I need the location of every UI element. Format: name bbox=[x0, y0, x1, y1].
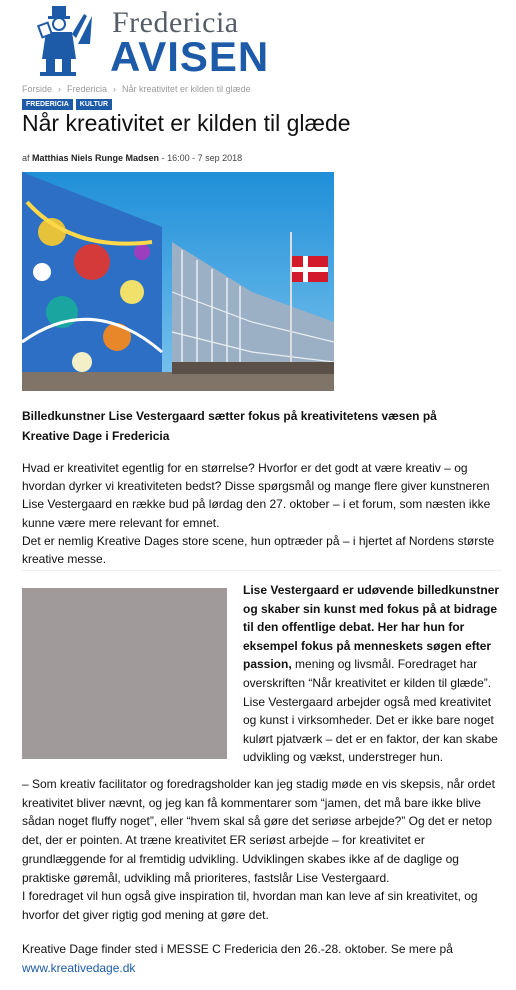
aside-paragraph: Lise Vestergaard arbejder også med kreativitet og kunst i virksomheder. Det er ikke bare noget kulørt pjatværk – det er en faktor, der kan skabe udvikling og vækst, understreger hun. bbox=[243, 694, 498, 765]
author-link[interactable]: Matthias Niels Runge Madsen bbox=[32, 153, 160, 163]
breadcrumb bbox=[22, 84, 251, 94]
breadcrumb-current: Når kreativitet er kilden til glæde bbox=[122, 84, 251, 94]
category-tags bbox=[22, 99, 112, 110]
article-body-intro bbox=[22, 459, 502, 568]
body-paragraph: Hvad er kreativitet egentlig for en størrelse? Hvorfor er det godt at være kreativ – og hvordan dyrker vi kreativiteten bedst? Disse spørgsmål og mange flere giver kunstneren Lise Vestergaard en række bud på lørdag den 27. oktober – i et forum, som næsten ikke kunne være mere relevant for emnet. bbox=[22, 461, 491, 530]
aside-paragraph bbox=[243, 581, 503, 693]
body-paragraph: Det er nemlig Kreative Dages store scene, hun optræder på – i hjertet af Nordens største kreative messe. bbox=[22, 533, 495, 567]
breadcrumb-separator-icon: › bbox=[113, 84, 117, 94]
article-body-quote bbox=[22, 775, 508, 925]
closing-text: Kreative Dage finder sted i MESSE C Fredericia den 26.-28. oktober. Se mere på bbox=[22, 942, 453, 956]
aside-regular-text: mening og livsmål. Foredraget har overskriften “Når kreativitet er kilden til glæde”. bbox=[243, 657, 492, 690]
article-lead: Billedkunstner Lise Vestergaard sætter fokus på kreativitetens væsen på Kreative Dage i Fredericia bbox=[22, 409, 437, 443]
article-title: Når kreativitet er kilden til glæde bbox=[22, 110, 351, 136]
hero-image bbox=[22, 172, 334, 391]
soldier-logo-icon bbox=[34, 4, 94, 78]
image-placeholder bbox=[22, 588, 227, 759]
website-link[interactable]: www.kreativedage.dk bbox=[22, 960, 136, 975]
article-aside bbox=[243, 581, 503, 767]
body-paragraph: – Som kreativ facilitator og foredragsholder kan jeg stadig møde en vis skepsis, når ordet kreativitet bliver nævnt, og jeg kan få kommentarer som “jamen, det må bare ikke blive sådan noget fluffy noget”, eller “hvem skal så gøre det seriøse arbejde?” Og det er netop det, der er pointen. At træne kreativitet ER seriøst arbejde – for kreativitet er grundlæggende for al fremtidig udvikling. Udviklingen skabes ikke af de daglige og praktiske gøremål, udvikling må prioriteres, fastslår Lise Vestergaard. bbox=[22, 777, 495, 885]
breadcrumb-home[interactable]: Forside bbox=[22, 84, 53, 94]
byline-prefix: af bbox=[22, 153, 30, 163]
masthead-title-top: Fredericia bbox=[112, 6, 239, 39]
breadcrumb-separator-icon: › bbox=[58, 84, 62, 94]
breadcrumb-section[interactable]: Fredericia bbox=[67, 84, 108, 94]
section-divider bbox=[22, 570, 502, 571]
tag-fredericia[interactable]: FREDERICIA bbox=[22, 99, 73, 110]
article-closing bbox=[22, 940, 508, 977]
masthead-title-bottom: AVISEN bbox=[110, 33, 270, 80]
aside-strong-text: Lise Vestergaard er udøvende billedkunstner og skaber sin kunst med fokus på at bidrage til den offentlige debat. Her har hun for eksempel fokus på menneskets søgen efter passion, bbox=[243, 583, 500, 672]
tag-kultur[interactable]: KULTUR bbox=[76, 99, 112, 110]
masthead-logo[interactable] bbox=[34, 0, 274, 82]
body-paragraph: I foredraget vil hun også give inspiration til, hvordan man kan leve af sin kreativitet, og hvorfor det giver rigtig god mening at gøre det. bbox=[22, 889, 478, 922]
byline-dash: - bbox=[161, 153, 168, 163]
publish-date: 16:00 - 7 sep 2018 bbox=[167, 153, 243, 163]
byline bbox=[22, 153, 242, 163]
